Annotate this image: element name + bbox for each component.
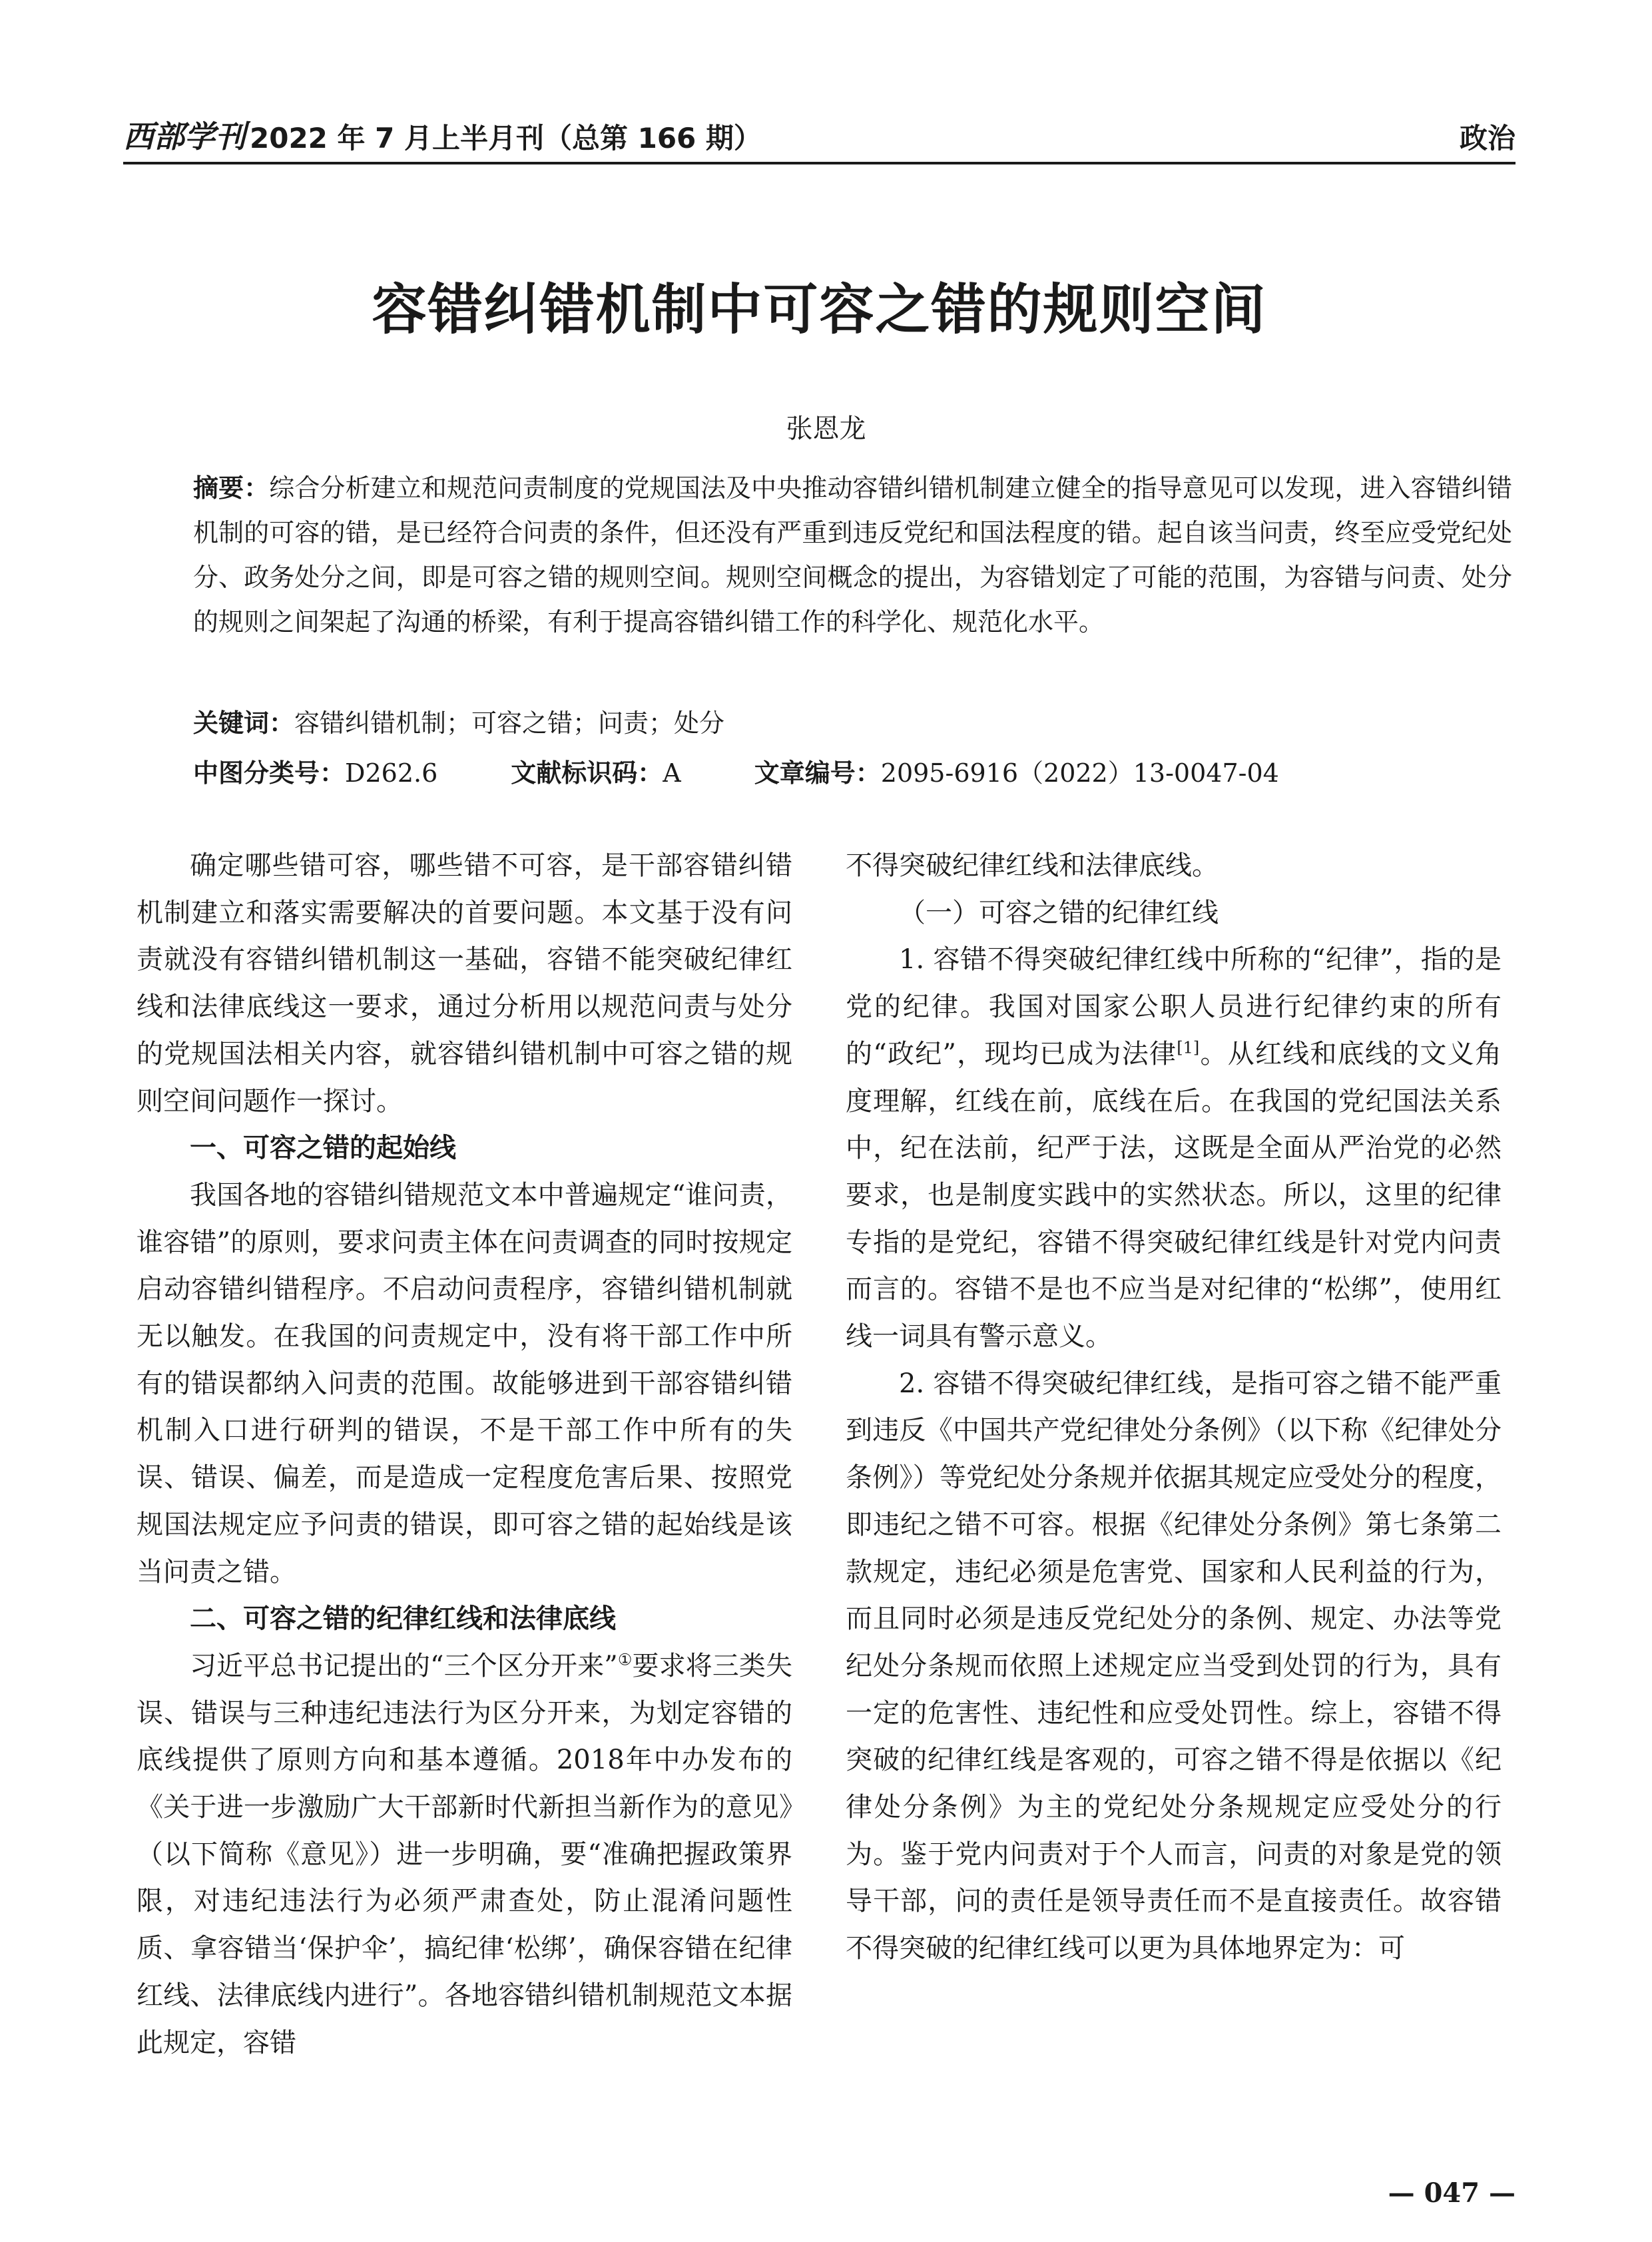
keywords-label: 关键词：: [193, 708, 295, 738]
classification-line: [193, 752, 1512, 789]
footnote-marker: ①: [617, 1650, 633, 1669]
section-heading-2: 二、可容之错的纪律红线和法律底线: [190, 1603, 616, 1635]
keywords: [193, 702, 1512, 739]
running-header: [123, 110, 1515, 164]
abstract: [193, 466, 1512, 645]
paragraph-point-1: 1. 容错不得突破纪律红线中所称的“纪律”，指的是党的纪律。我国对国家公职人员进行纪律约束的所有的“政纪”，现均已成为法律[1]。从红线和底线的文义角度理解，红线在前，底线在后。在我国的党纪国法关系中，纪在法前，纪严于法，这既是全面从严治党的必然要求，也是制度实践中的实然状态。所以，这里的纪律专指的是党纪，容错不得突破纪律红线是针对党内问责而言的。容错不是也不应当是对纪律的“松绑”，使用红线一词具有警示意义。: [846, 944, 1502, 1352]
author-name: 张恩龙: [786, 414, 866, 444]
reference-marker: [1]: [1177, 1038, 1200, 1057]
document-code: 文献标识码：A: [511, 758, 681, 788]
paragraph-continued: 不得突破纪律红线和法律底线。: [846, 850, 1219, 881]
paragraph-starting-line: 我国各地的容错纠错规范文本中普遍规定“谁问责，谁容错”的原则，要求问责主体在问责调查的同时按规定启动容错纠错程序。不启动问责程序，容错纠错机制就无以触发。在我国的问责规定中，没有将干部工作中所有的错误都纳入问责的范围。故能够进到干部容错纠错机制入口进行研判的错误，不是干部工作中所有的失误、错误、偏差，而是造成一定程度危害后果、按照党规国法规定应予问责的错误，即可容之错的起始线是该当问责之错。: [137, 1179, 792, 1587]
clc-code: 中图分类号：D262.6: [193, 758, 438, 788]
abstract-label: 摘要：: [193, 473, 270, 503]
article-title: 容错纠错机制中可容之错的规则空间: [372, 278, 1267, 342]
page-number: — 047 —: [1388, 2177, 1515, 2209]
abstract-text: 综合分析建立和规范问责制度的党规国法及中央推动容错纠错机制建立健全的指导意见可以发现，进入容错纠错机制的可容的错，是已经符合问责的条件，但还没有严重到违反党纪和国法程度的错。起自该当问责，终至应受党纪处分、政务处分之间，即是可容之错的规则空间。规则空间概念的提出，为容错划定了可能的范围，为容错与问责、处分的规则之间架起了沟通的桥梁，有利于提高容错纠错工作的科学化、规范化水平。: [193, 473, 1512, 637]
article-number: 文章编号：2095-6916（2022）13-0047-04: [754, 758, 1279, 788]
journal-logo: 西部学刊: [123, 119, 246, 154]
paragraph-point-2: 2. 容错不得突破纪律红线，是指可容之错不能严重到违反《中国共产党纪律处分条例》（以下称《纪律处分条例》）等党纪处分条规并依据其规定应受处分的程度，即违纪之错不可容。根据《纪律处分条例》第七条第二款规定，违纪必须是危害党、国家和人民利益的行为，而且同时必须是违反党纪处分的条例、规定、办法等党纪处分条规而依照上述规定应当受到处罚的行为，具有一定的危害性、违纪性和应受处罚性。综上，容错不得突破的纪律红线是客观的，可容之错不得是依据以《纪律处分条例》为主的党纪处分条规规定应受处分的行为。鉴于党内问责对于个人而言，问责的对象是党的领导干部，问的责任是领导责任而不是直接责任。故容错不得突破的纪律红线可以更为具体地界定为：可: [846, 1368, 1502, 1964]
right-column: [846, 842, 1502, 1972]
subsection-heading-1: （一）可容之错的纪律红线: [899, 897, 1219, 928]
paragraph-intro: 确定哪些错可容，哪些错不可容，是干部容错纠错机制建立和落实需要解决的首要问题。本文基于没有问责就没有容错纠错机制这一基础，容错不能突破纪律红线和法律底线这一要求，通过分析用以规范问责与处分的党规国法相关内容，就容错纠错机制中可容之错的规则空间问题作一探讨。: [137, 850, 792, 1117]
issue-info: 2022 年 7 月上半月刊（总第 166 期）: [250, 122, 762, 154]
paragraph-three-distinctions: 习近平总书记提出的“三个区分开来”①要求将三类失误、错误与三种违纪违法行为区分开来，为划定容错的底线提供了原则方向和基本遵循。2018年中办发布的《关于进一步激励广大干部新时代新担当新作为的意见》（以下简称《意见》）进一步明确，要“准确把握政策界限，对违纪违法行为必须严肃查处，防止混淆问题性质、拿容错当‘保护伞’，搞纪律‘松绑’，确保容错在纪律红线、法律底线内进行”。各地容错纠错机制规范文本据此规定，容错: [137, 1650, 793, 2058]
left-column: [137, 842, 792, 2066]
section-heading-1: 一、可容之错的起始线: [190, 1133, 456, 1164]
journal-info: [123, 113, 762, 156]
keywords-text: 容错纠错机制；可容之错；问责；处分: [294, 708, 725, 738]
section-name: 政治: [1459, 122, 1515, 154]
